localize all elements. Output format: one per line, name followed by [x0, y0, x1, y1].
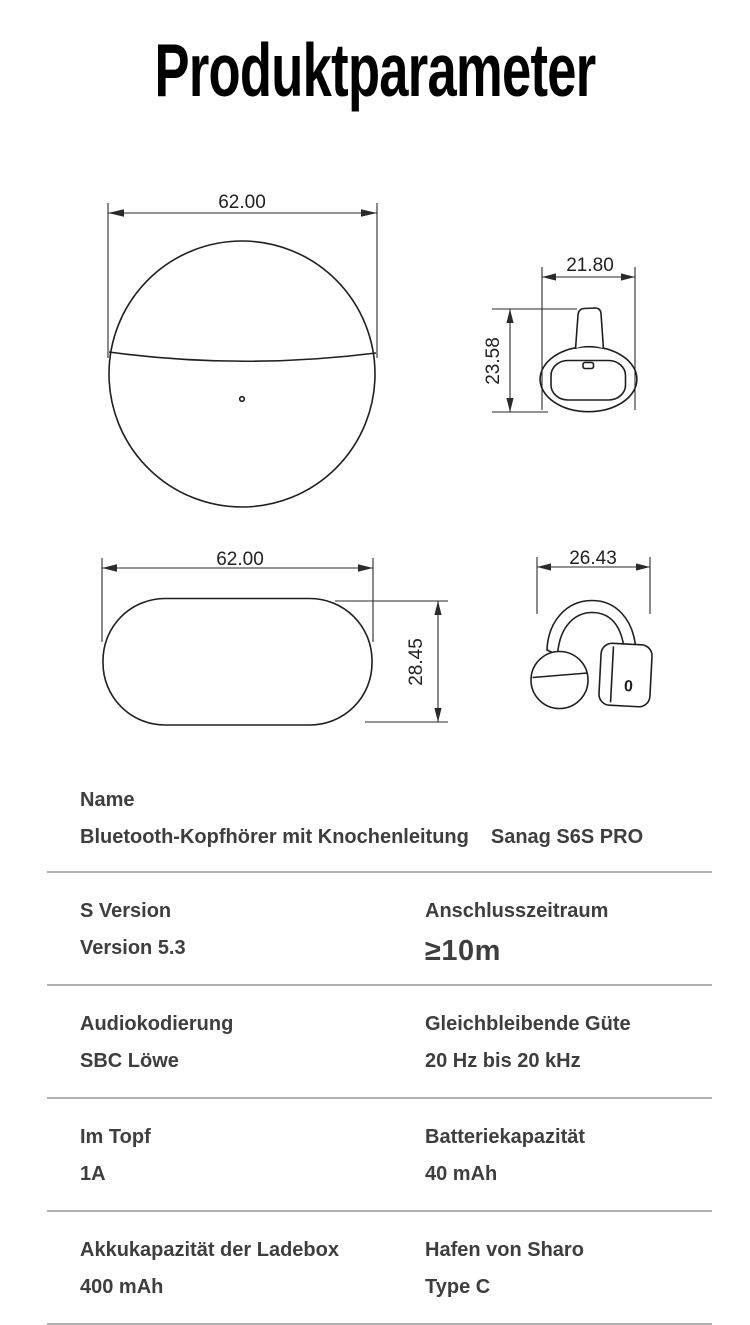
dimension-label-width: 62.00 — [218, 192, 266, 213]
case-top-view-drawing — [85, 180, 395, 520]
spec-label: Gleichbleibende Güte — [425, 1013, 631, 1035]
spec-value: 1A — [80, 1163, 106, 1185]
spec-value: 20 Hz bis 20 kHz — [425, 1050, 581, 1072]
spec-label: Audiokodierung — [80, 1013, 234, 1035]
table-row-version — [47, 873, 712, 986]
dimension-label-width: 21.80 — [566, 255, 614, 276]
spec-value: ≥10m — [425, 935, 501, 967]
hinge-dot — [240, 397, 245, 402]
spec-value: Version 5.3 — [80, 937, 186, 959]
speaker-pod-outline — [531, 652, 588, 709]
case-outline-circle — [109, 241, 375, 507]
table-row-battery — [47, 1099, 712, 1212]
spec-label: Hafen von Sharo — [425, 1239, 584, 1261]
case-side-view-drawing — [80, 540, 460, 740]
table-row-audio — [47, 986, 712, 1099]
dimension-label-width: 26.43 — [569, 548, 617, 569]
page-title: Produktparameter — [154, 28, 596, 112]
spec-value: Type C — [425, 1276, 491, 1298]
spec-table — [47, 772, 712, 1325]
earbud-inner-face — [551, 361, 626, 401]
spec-label: Name — [80, 789, 135, 811]
case-lid-seam — [109, 352, 376, 361]
battery-pod-outline — [598, 643, 652, 708]
dimension-label-height: 28.45 — [406, 638, 427, 686]
table-row-case-battery — [47, 1212, 712, 1325]
earbud-side-view-drawing — [488, 538, 718, 733]
spec-label: Batteriekapazität — [425, 1126, 586, 1148]
earbud-contact-slot — [583, 363, 594, 369]
spec-value: SBC Löwe — [80, 1050, 179, 1072]
case-side-outline — [103, 599, 372, 726]
page-title-wrap — [0, 28, 750, 112]
pod-marking: 0 — [623, 677, 634, 696]
spec-label: Akkukapazität der Ladebox — [80, 1239, 339, 1261]
dimension-label-height: 23.58 — [483, 337, 504, 385]
earbud-front-view-drawing — [480, 245, 748, 435]
spec-value-model: Sanag S6S PRO — [490, 826, 644, 848]
spec-label: Im Topf — [80, 1126, 151, 1148]
spec-value: 400 mAh — [80, 1276, 164, 1298]
spec-label: Anschlusszeitraum — [425, 900, 609, 922]
spec-value: 40 mAh — [425, 1163, 498, 1185]
table-row-name — [47, 772, 712, 873]
spec-label: S Version — [80, 900, 172, 922]
dimension-label-width: 62.00 — [216, 549, 264, 570]
spec-value: Bluetooth-Kopfhörer mit Knochenleitung — [80, 826, 469, 848]
earbud-body-outline — [540, 347, 637, 412]
